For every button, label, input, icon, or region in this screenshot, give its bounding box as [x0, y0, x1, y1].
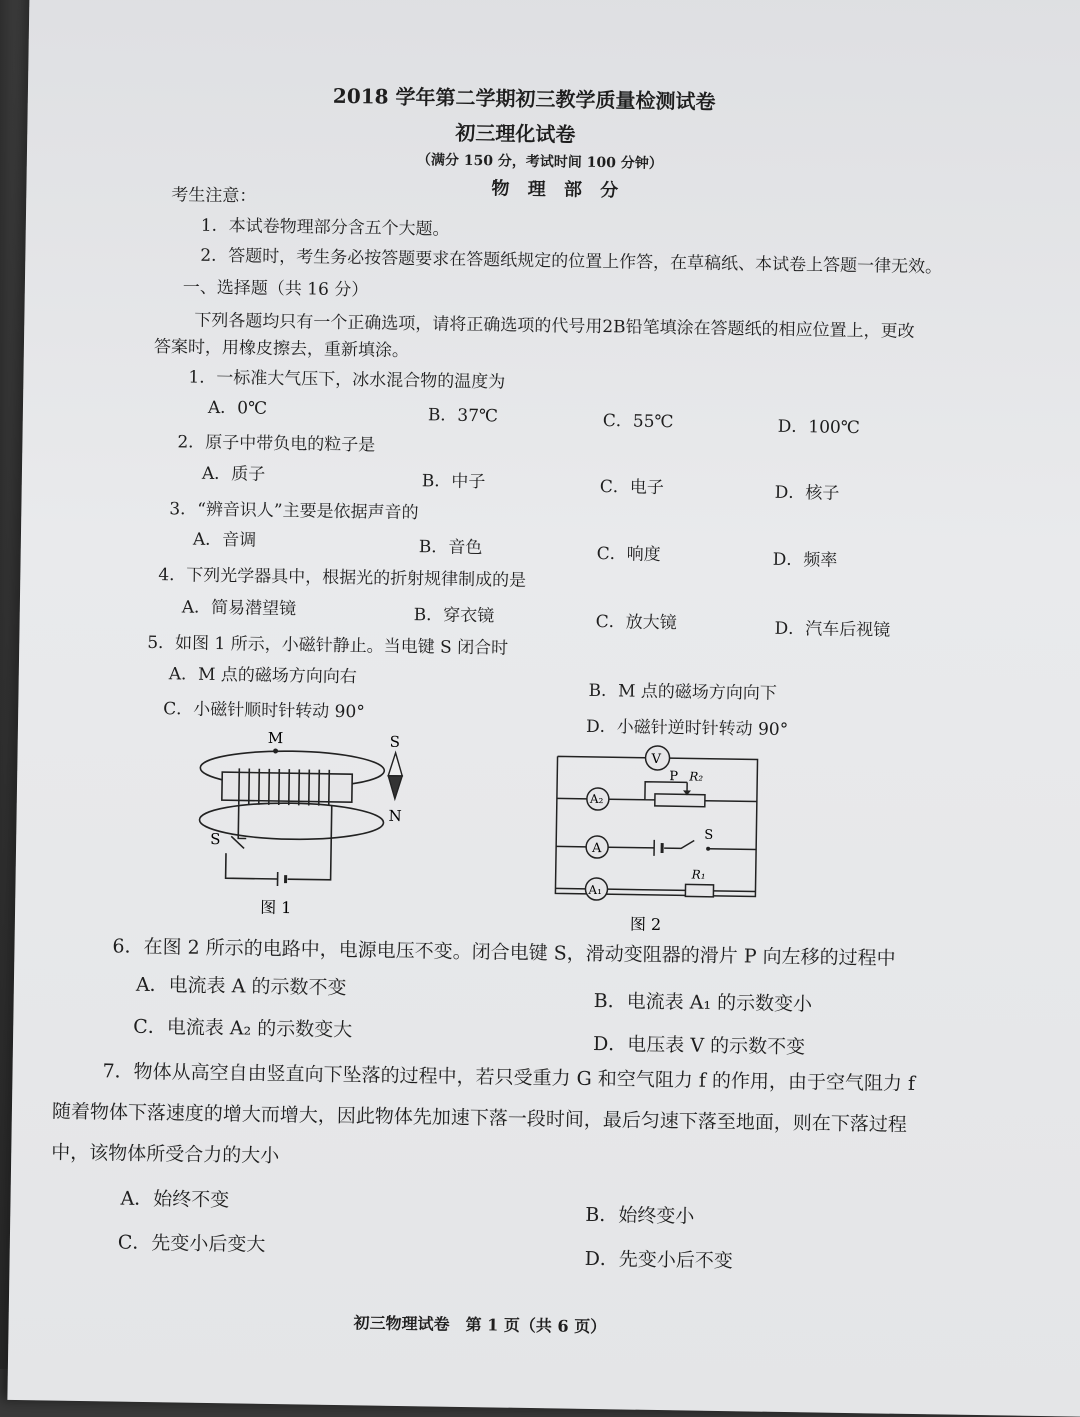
- label-needle-n: N: [388, 807, 401, 825]
- q1-option-c: C．55℃: [603, 406, 674, 432]
- label-switch-s: S: [704, 828, 713, 843]
- outer-wire: [555, 756, 757, 896]
- q5-stem: 5．如图 1 所示，小磁针静止。当电键 S 闭合时: [147, 628, 508, 659]
- exam-info: （满分 150 分，考试时间 100 分钟）: [417, 149, 663, 173]
- field-line-bottom: [199, 802, 384, 841]
- needle-south-half: [388, 776, 402, 799]
- notice-item-1: 1．本试卷物理部分含五个大题。: [201, 211, 450, 240]
- q7-option-d: D．先变小后不变: [584, 1244, 733, 1273]
- label-switch-s: S: [210, 830, 221, 848]
- solenoid-core: [222, 772, 352, 802]
- point-m: [273, 748, 278, 753]
- figure-1-caption: 图 1: [260, 898, 292, 917]
- q7-stem-line-1: 7．物体从高空自由竖直向下坠落的过程中，若只受重力 G 和空气阻力 f 的作用，由于空气阻力 f: [102, 1056, 915, 1096]
- label-needle-s: S: [390, 733, 401, 751]
- q4-option-d: D．汽车后视镜: [774, 614, 890, 641]
- label-a1: A₁: [587, 883, 602, 897]
- q7-option-b: B．始终变小: [585, 1200, 694, 1229]
- q7-stem-line-3: 中，该物体所受合力的大小: [51, 1137, 279, 1168]
- exam-subtitle: 初三理化试卷: [455, 117, 575, 148]
- q6-stem: 6．在图 2 所示的电路中，电源电压不变。闭合电键 S，滑动变阻器的滑片 P 向左移的过程中: [112, 931, 896, 970]
- rheostat-r2: [655, 794, 705, 807]
- q1-option-b: B．37℃: [428, 400, 499, 426]
- label-a2: A₂: [589, 792, 604, 806]
- part1-instruction-2: 答案时，用橡皮擦去，重新填涂。: [154, 332, 409, 361]
- q2-option-c: C．电子: [600, 472, 664, 498]
- q3-option-c: C．响度: [597, 539, 661, 565]
- q5-option-c: C．小磁针顺时针转动 90°: [163, 694, 365, 722]
- resistor-r1: [685, 884, 713, 896]
- q4-option-c: C．放大镜: [596, 607, 677, 633]
- label-v: V: [650, 752, 661, 767]
- q5-option-b: B．M 点的磁场方向向下: [588, 676, 777, 704]
- label-r1: R₁: [691, 867, 706, 881]
- figure-2-caption: 图 2: [630, 915, 662, 934]
- notice-label: 考生注意：: [171, 180, 256, 206]
- notice-item-2: 2．答题时，考生务必按答题要求在答题纸规定的位置上作答，在草稿纸、本试卷上答题一律无效。: [200, 241, 942, 278]
- q3-option-d: D．频率: [773, 545, 838, 571]
- q6-option-d: D．电压表 V 的示数不变: [593, 1029, 805, 1059]
- label-a: A: [591, 841, 602, 856]
- q4-option-a: A．简易潜望镜: [182, 592, 297, 619]
- part1-instruction-1: 下列各题均只有一个正确选项，请将正确选项的代号用2B铅笔填涂在答题纸的相应位置上，更改: [194, 306, 915, 342]
- page-footer: 初三物理试卷 第 1 页（共 6 页）: [353, 1310, 606, 1337]
- exam-paper: [7, 0, 1080, 1417]
- q1-stem: 1．一标准大气压下，冰水混合物的温度为: [188, 363, 505, 393]
- q2-stem: 2．原子中带负电的粒子是: [177, 427, 375, 455]
- q3-option-a: A．音调: [193, 525, 257, 551]
- q5-option-a: A．M 点的磁场方向向右: [169, 659, 357, 687]
- q7-stem-line-2: 随着物体下落速度的增大而增大，因此物体先加速下落一段时间，最后匀速下落至地面，则在下落过程: [52, 1096, 907, 1136]
- q7-option-a: A．始终不变: [120, 1184, 229, 1213]
- q2-option-b: B．中子: [422, 466, 486, 492]
- q2-option-d: D．核子: [775, 478, 840, 504]
- switch-contact: [706, 847, 710, 851]
- exam-title: 2018 学年第二学期初三教学质量检测试卷: [333, 80, 716, 115]
- q7-option-c: C．先变小后变大: [118, 1228, 266, 1257]
- q6-option-c: C．电流表 A₂ 的示数变大: [133, 1012, 352, 1042]
- q3-stem: 3．“辨音识人”主要是依据声音的: [169, 494, 419, 523]
- q4-option-b: B．穿衣镜: [414, 600, 495, 626]
- q3-option-b: B．音色: [419, 532, 483, 558]
- q6-option-b: B．电流表 A₁ 的示数变小: [594, 986, 813, 1016]
- q5-option-d: D．小磁针逆时针转动 90°: [586, 712, 789, 740]
- part1-title: 一、选择题（共 16 分）: [183, 272, 369, 300]
- q4-stem: 4．下列光学器具中，根据光的折射规律制成的是: [158, 560, 526, 591]
- label-m: M: [268, 729, 284, 747]
- figure-1-solenoid: [185, 728, 428, 922]
- q2-option-a: A．质子: [202, 459, 266, 485]
- q6-option-a: A．电流表 A 的示数不变: [136, 970, 347, 1000]
- q1-option-a: A．0℃: [208, 393, 268, 419]
- section-title: 物 理 部 分: [491, 174, 624, 202]
- figure-2-circuit: [535, 738, 778, 942]
- label-r2: R₂: [688, 769, 703, 783]
- label-p: P: [669, 769, 678, 784]
- needle-north-half: [388, 753, 402, 776]
- q1-option-d: D．100℃: [778, 412, 860, 438]
- circuit-wire: [226, 804, 332, 880]
